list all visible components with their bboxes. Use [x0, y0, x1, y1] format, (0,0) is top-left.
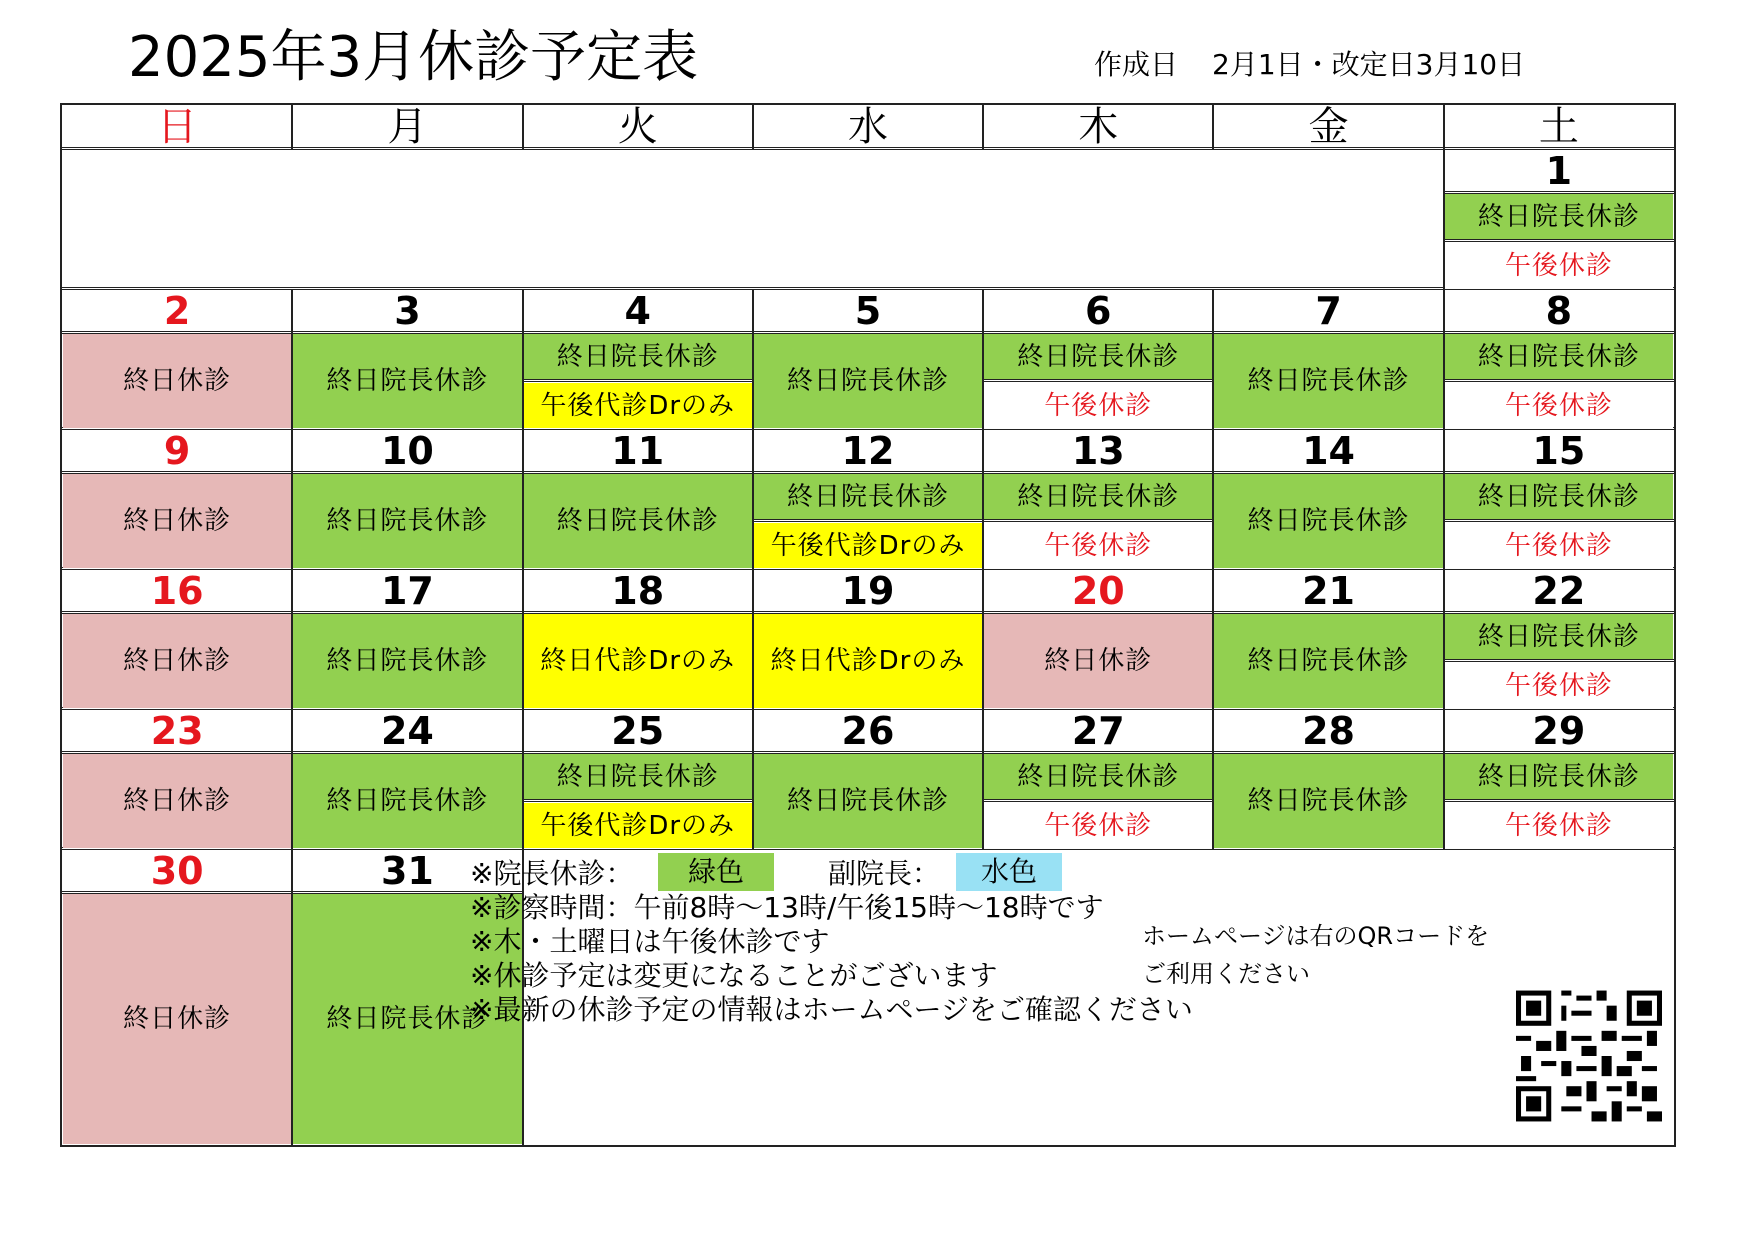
day-number: 4: [624, 289, 651, 333]
column-divider: [522, 429, 524, 569]
day-status: 終日休診: [63, 754, 291, 848]
day-status: 終日院長休診: [1214, 614, 1442, 708]
number-divider: [523, 471, 753, 474]
number-divider: [753, 471, 983, 474]
day-status: 終日院長休診: [754, 334, 982, 428]
day-number: 20: [1071, 569, 1125, 613]
day-status: 終日休診: [63, 334, 291, 428]
number-divider: [753, 331, 983, 334]
note-latest: ※最新の休診予定の情報はホームページをご確認ください: [470, 993, 1193, 1026]
column-divider: [752, 289, 754, 429]
day-status-afternoon: 午後休診: [1445, 663, 1673, 708]
day-status: 終日院長休診: [1214, 334, 1442, 428]
note-change: ※休診予定は変更になることがございます: [470, 959, 998, 992]
slot-divider: [1444, 799, 1674, 802]
column-divider: [291, 849, 293, 1145]
day-number: 7: [1315, 289, 1342, 333]
column-divider: [982, 709, 984, 849]
number-divider: [753, 751, 983, 754]
column-divider: [1212, 289, 1214, 429]
weekday-header: 土: [1538, 104, 1579, 150]
day-status-afternoon: 午後代診Drのみ: [524, 383, 752, 428]
column-divider: [291, 429, 293, 569]
number-divider: [523, 751, 753, 754]
number-divider: [523, 611, 753, 614]
day-status: 終日院長休診: [293, 474, 521, 568]
day-status-morning: 終日院長休診: [984, 474, 1212, 519]
number-divider: [983, 331, 1213, 334]
number-divider: [62, 751, 292, 754]
day-status: 終日休診: [63, 894, 291, 1144]
day-status: 終日院長休診: [524, 474, 752, 568]
number-divider: [1444, 751, 1674, 754]
column-divider: [752, 429, 754, 569]
weekday-header: 火: [617, 104, 658, 150]
day-number: 15: [1532, 429, 1586, 473]
note-hours: ※診察時間：午前8時～13時/午後15時～18時です: [470, 891, 1104, 924]
day-status: 終日院長休診: [293, 614, 521, 708]
column-divider: [1212, 709, 1214, 849]
number-divider: [523, 331, 753, 334]
slot-divider: [983, 519, 1213, 522]
column-divider: [752, 709, 754, 849]
day-status: 終日院長休診: [293, 334, 521, 428]
day-number: 21: [1302, 569, 1355, 613]
slot-divider: [753, 519, 983, 522]
number-divider: [753, 611, 983, 614]
column-divider: [1443, 569, 1445, 709]
day-number: 18: [611, 569, 665, 613]
slot-divider: [1444, 659, 1674, 662]
column-divider: [291, 289, 293, 429]
column-divider: [522, 105, 524, 149]
slot-divider: [983, 799, 1213, 802]
day-status: 終日院長休診: [293, 894, 521, 1144]
column-divider: [522, 569, 524, 709]
day-number: 19: [841, 569, 895, 613]
column-divider: [1212, 105, 1214, 149]
day-number: 10: [380, 429, 434, 473]
day-number: 24: [380, 709, 434, 753]
day-status: 終日代診Drのみ: [524, 614, 752, 708]
column-divider: [1443, 429, 1445, 569]
day-status-morning: 終日院長休診: [984, 334, 1212, 379]
column-divider: [752, 569, 754, 709]
day-number: 3: [394, 289, 421, 333]
day-number: 6: [1085, 289, 1112, 333]
day-status-afternoon: 午後休診: [984, 803, 1212, 848]
number-divider: [1444, 471, 1674, 474]
number-divider: [983, 751, 1213, 754]
number-divider: [1444, 191, 1674, 194]
day-number: 14: [1302, 429, 1355, 473]
day-status-morning: 終日院長休診: [1445, 474, 1673, 519]
note-homepage-2: ご利用ください: [1142, 960, 1310, 988]
slot-divider: [523, 379, 753, 382]
created-label: 作成日: [1094, 48, 1179, 81]
column-divider: [982, 289, 984, 429]
day-status: 終日院長休診: [754, 754, 982, 848]
legend-director-color: 緑色: [658, 853, 774, 891]
day-status-morning: 終日院長休診: [524, 754, 752, 799]
slot-divider: [1444, 379, 1674, 382]
column-divider: [982, 105, 984, 149]
slot-divider: [1444, 519, 1674, 522]
column-divider: [1443, 105, 1445, 149]
day-status: 終日休診: [63, 474, 291, 568]
number-divider: [1213, 471, 1443, 474]
day-status-afternoon: 午後代診Drのみ: [754, 523, 982, 568]
column-divider: [522, 289, 524, 429]
column-divider: [291, 709, 293, 849]
day-status-afternoon: 午後休診: [1445, 383, 1673, 428]
weekday-header: 水: [847, 104, 888, 150]
day-status-morning: 終日院長休診: [984, 754, 1212, 799]
day-status: 終日休診: [984, 614, 1212, 708]
day-status-afternoon: 午後休診: [1445, 523, 1673, 568]
day-number: 31: [380, 849, 434, 893]
column-divider: [291, 105, 293, 149]
column-divider: [522, 709, 524, 849]
day-status: 終日代診Drのみ: [754, 614, 982, 708]
weekday-header: 金: [1308, 104, 1349, 150]
day-status-afternoon: 午後休診: [984, 383, 1212, 428]
day-status-afternoon: 午後代診Drのみ: [524, 803, 752, 848]
number-divider: [983, 471, 1213, 474]
day-number: 27: [1071, 709, 1125, 753]
day-status: 終日休診: [63, 614, 291, 708]
day-number: 22: [1532, 569, 1586, 613]
number-divider: [1444, 611, 1674, 614]
day-number: 13: [1071, 429, 1125, 473]
day-number: 26: [841, 709, 895, 753]
day-number: 9: [163, 429, 191, 473]
number-divider: [1444, 331, 1674, 334]
weekday-header: 木: [1078, 104, 1119, 150]
number-divider: [292, 471, 522, 474]
weekday-header: 月: [387, 104, 428, 150]
number-divider: [62, 891, 292, 894]
number-divider: [62, 331, 292, 334]
column-divider: [1443, 149, 1445, 289]
day-status-afternoon: 午後休診: [1445, 803, 1673, 848]
number-divider: [983, 611, 1213, 614]
day-status-morning: 終日院長休診: [1445, 194, 1673, 239]
day-status: 終日院長休診: [293, 754, 521, 848]
day-number: 23: [150, 709, 204, 753]
day-number: 17: [380, 569, 434, 613]
day-number: 28: [1302, 709, 1355, 753]
number-divider: [1213, 611, 1443, 614]
qr-code-icon[interactable]: [1516, 990, 1662, 1122]
day-number: 1: [1545, 149, 1573, 193]
day-number: 29: [1532, 709, 1586, 753]
day-number: 8: [1545, 289, 1573, 333]
number-divider: [292, 331, 522, 334]
slot-divider: [983, 379, 1213, 382]
day-status-morning: 終日院長休診: [1445, 334, 1673, 379]
day-status-morning: 終日院長休診: [1445, 614, 1673, 659]
day-number: 16: [150, 569, 204, 613]
weekday-header: 日: [157, 104, 198, 150]
day-status-afternoon: 午後休診: [1445, 243, 1673, 288]
day-number: 2: [163, 289, 191, 333]
number-divider: [62, 471, 292, 474]
document-dates: [1094, 45, 1525, 85]
column-divider: [1212, 429, 1214, 569]
number-divider: [62, 611, 292, 614]
day-number: 11: [611, 429, 665, 473]
note-thu-sat: ※木・土曜日は午後休診です: [470, 925, 830, 958]
number-divider: [1213, 751, 1443, 754]
column-divider: [1443, 289, 1445, 429]
number-divider: [292, 611, 522, 614]
day-status-morning: 終日院長休診: [1445, 754, 1673, 799]
day-number: 25: [611, 709, 665, 753]
day-number: 30: [150, 849, 204, 893]
column-divider: [1443, 709, 1445, 849]
slot-divider: [523, 799, 753, 802]
day-status: 終日院長休診: [1214, 754, 1442, 848]
day-status-afternoon: 午後休診: [984, 523, 1212, 568]
day-status-morning: 終日院長休診: [754, 474, 982, 519]
created-revised-dates: 2月1日・改定日3月10日: [1212, 48, 1526, 81]
legend-vice-color: 水色: [956, 853, 1062, 891]
day-number: 5: [854, 289, 882, 333]
note-homepage-1: ホームページは右のQRコードを: [1142, 922, 1490, 950]
page-title: 2025年3月休診予定表: [128, 25, 699, 90]
row-divider: [62, 147, 1674, 150]
column-divider: [982, 429, 984, 569]
column-divider: [982, 569, 984, 709]
notes-area: [470, 853, 1610, 1043]
day-status: 終日院長休診: [1214, 474, 1442, 568]
column-divider: [291, 569, 293, 709]
legend-vice-label: 副院長：: [828, 857, 941, 890]
number-divider: [1213, 331, 1443, 334]
day-status-morning: 終日院長休診: [524, 334, 752, 379]
legend-director-label: ※院長休診：: [470, 857, 634, 890]
number-divider: [292, 751, 522, 754]
slot-divider: [1444, 239, 1674, 242]
column-divider: [752, 105, 754, 149]
column-divider: [1212, 569, 1214, 709]
day-number: 12: [841, 429, 895, 473]
